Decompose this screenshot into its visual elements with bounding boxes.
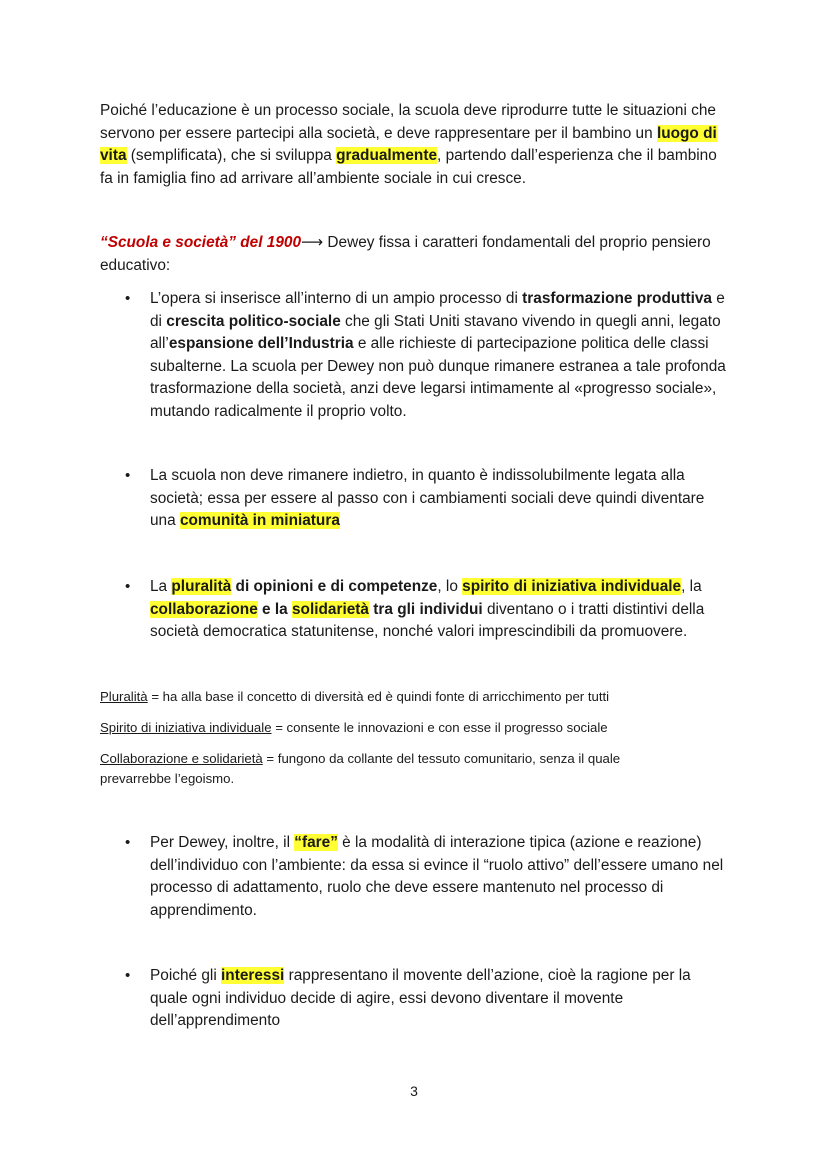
- definition-pluralita: Pluralità = ha alla base il concetto di diversità ed è quindi fonte di arricchimento per tutti: [100, 689, 610, 704]
- highlight-spirito: spirito di iniziativa individuale: [462, 578, 682, 595]
- highlight-collaborazione: collaborazione: [150, 600, 258, 618]
- bullet-item-3: [100, 576, 732, 644]
- bullet-text: L’opera si inserisce all’interno di un ampio processo di trasformazione produttiva e di crescita politico-sociale che gli Stati Uniti stavano vivendo in quegli anni, legato all’espansione dell’Industria e alle richieste di partecipazione politica delle classi subalterne. La scuola per Dewey non può dunque rimanere estranea a tale profonda trasformazione della società, anzi deve legarsi intimamente al «progresso sociale», mutando radicalmente il proprio volto.: [150, 290, 726, 420]
- bullet-text: La scuola non deve rimanere indietro, in quanto è indissolubilmente legata alla società; essa per essere al passo con i cambiamenti sociali deve quindi diventare una comunità in miniatura: [150, 467, 705, 529]
- arrow-icon: ⟶: [301, 234, 324, 251]
- highlight-fare: “fare”: [294, 834, 338, 851]
- highlight-interessi: interessi: [221, 967, 285, 984]
- bullet-item-2: [100, 465, 732, 533]
- bullet-icon: •: [125, 467, 131, 484]
- definition-collaborazione: Collaborazione e solidarietà = fungono da collante del tessuto comunitario, senza il quale prevarrebbe l’egoismo.: [100, 751, 621, 786]
- bullet-icon: •: [125, 290, 131, 307]
- bullet-icon: •: [125, 578, 131, 595]
- bullet-item-5: [100, 965, 732, 1033]
- bullet-item-1: [100, 288, 732, 423]
- intro-paragraph: Poiché l’educazione è un processo sociale, la scuola deve riprodurre tutte le situazioni che servono per essere partecipi alla società, e deve rappresentare per il bambino un luogo di vita (semplificata), che si sviluppa gradualmente, partendo dall’esperienza che il bambino fa in famiglia fino ad arrivare all’ambiente sociale in cui cresce.: [100, 102, 717, 187]
- highlight-solidarieta: solidarietà: [292, 600, 369, 618]
- bullet-text: Per Dewey, inoltre, il “fare” è la modalità di interazione tipica (azione e reazione) dell’individuo con l’ambiente: da essa si evince il “ruolo attivo” dell’essere umano nel processo di adattamento, ruolo che deve essere mantenuto nel processo di apprendimento.: [150, 834, 724, 919]
- highlight-gradualmente: gradualmente: [336, 147, 438, 164]
- highlight-comunita-in-miniatura: comunità in miniatura: [179, 512, 340, 529]
- section-heading: “Scuola e società” del 1900⟶ Dewey fissa i caratteri fondamentali del proprio pensiero educativo:: [100, 234, 711, 274]
- book-title: “Scuola e società” del 1900: [100, 234, 302, 251]
- bullet-icon: •: [125, 967, 131, 984]
- highlight-luogo-di-vita: luogo di vita: [100, 124, 717, 164]
- page-number: 3: [410, 1083, 418, 1099]
- definition-term: Spirito di iniziativa individuale: [100, 720, 272, 735]
- definition-spirito: Spirito di iniziativa individuale = consente le innovazioni e con esse il progresso sociale: [100, 720, 608, 735]
- bullet-text: La pluralità di opinioni e di competenze, lo spirito di iniziativa individuale, la collaborazione e la solidarietà tra gli individui diventano o i tratti distintivi della società democratica statunitense, nonché valori imprescindibili da promuovere.: [150, 578, 705, 640]
- bullet-item-4: [100, 832, 732, 922]
- highlight-pluralita: pluralità: [171, 578, 232, 595]
- definition-term: Collaborazione e solidarietà: [100, 751, 263, 766]
- bullet-icon: •: [125, 834, 131, 851]
- bullet-text: Poiché gli interessi rappresentano il movente dell’azione, cioè la ragione per la quale ogni individuo decide di agire, essi devono diventare il movente dell’apprendimento: [150, 967, 691, 1029]
- definition-term: Pluralità: [100, 689, 148, 704]
